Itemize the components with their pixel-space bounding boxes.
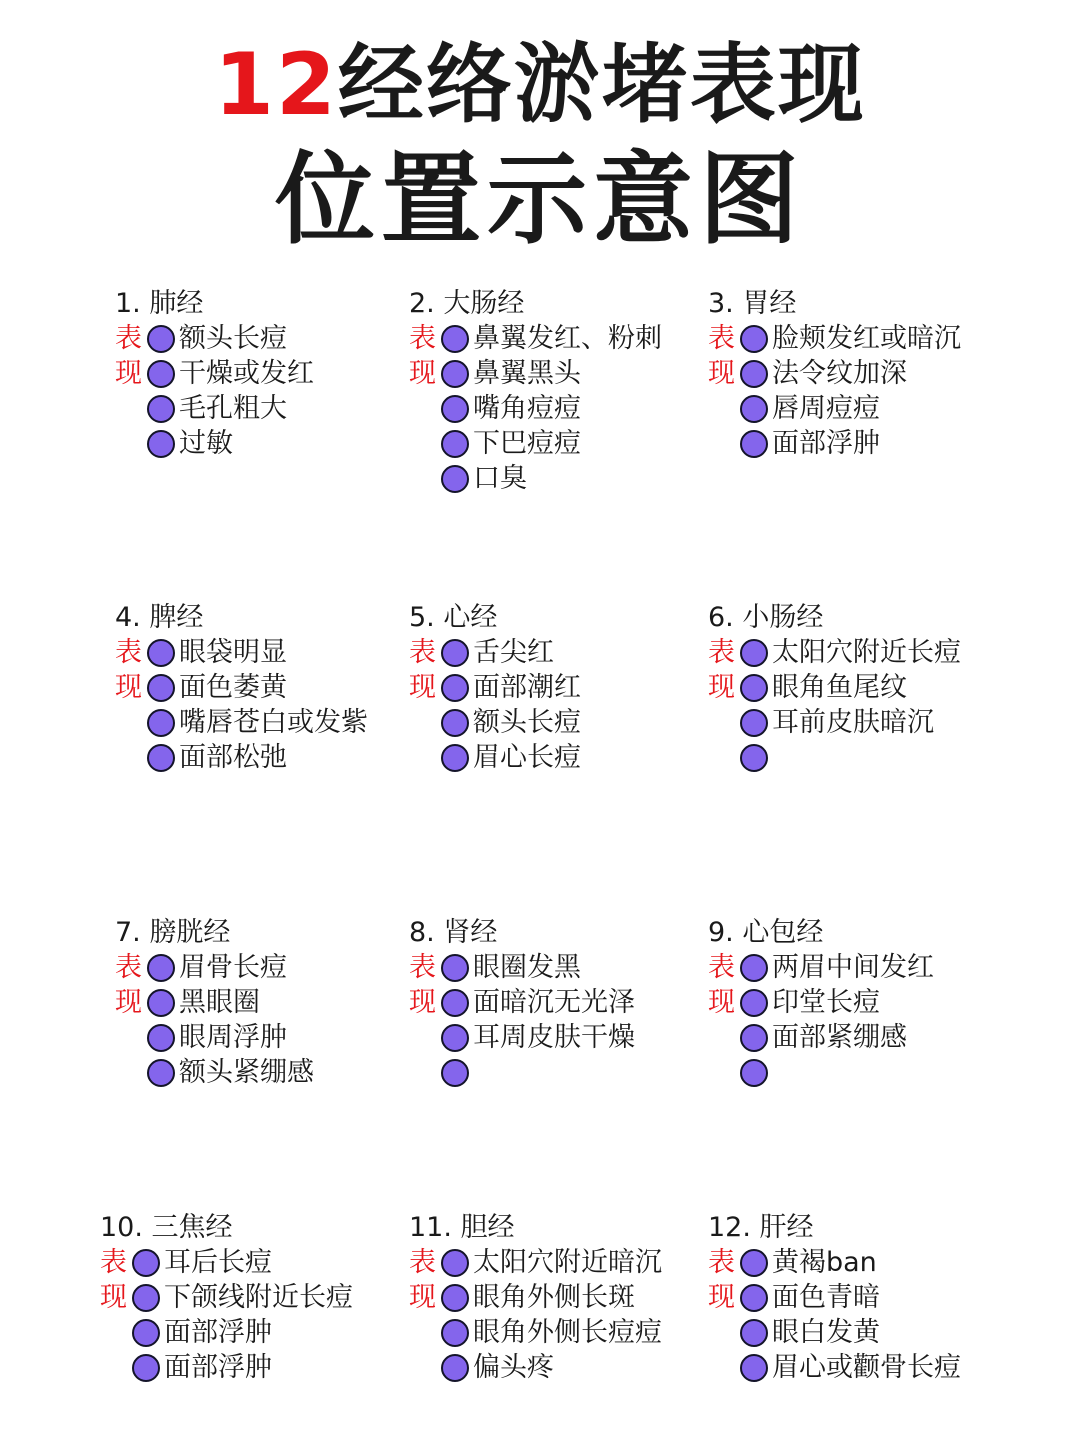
symptom-row <box>115 1055 314 1090</box>
bullet-dot-icon <box>441 465 469 493</box>
symptom-row <box>409 1055 635 1090</box>
symptom-text: 眼圈发黑 <box>473 952 581 983</box>
symptom-row <box>708 740 961 775</box>
row-tag: 表 <box>100 1247 127 1278</box>
symptom-row <box>409 1245 662 1280</box>
row-tag: 现 <box>409 358 436 389</box>
bullet-dot-icon <box>147 989 175 1017</box>
bullet-dot-icon <box>441 1354 469 1382</box>
symptom-text: 面暗沉无光泽 <box>473 987 635 1018</box>
symptom-text: 眉心或颧骨长痘 <box>772 1352 961 1383</box>
meridian-section-3 <box>708 286 961 461</box>
row-tag: 现 <box>409 672 436 703</box>
symptom-text: 毛孔粗大 <box>179 393 287 424</box>
title-text: 经络淤堵表现 <box>337 35 866 135</box>
bullet-dot-icon <box>147 674 175 702</box>
bullet-dot-icon <box>740 1284 768 1312</box>
bullet-dot-icon <box>441 1024 469 1052</box>
symptom-text: 下巴痘痘 <box>473 428 581 459</box>
symptom-text: 两眉中间发红 <box>772 952 934 983</box>
bullet-dot-icon <box>441 1319 469 1347</box>
row-tag: 表 <box>708 323 735 354</box>
symptom-text: 耳后长痘 <box>164 1247 272 1278</box>
bullet-dot-icon <box>132 1319 160 1347</box>
symptom-text: 眼周浮肿 <box>179 1022 287 1053</box>
symptom-text: 脸颊发红或暗沉 <box>772 323 961 354</box>
section-heading: 4. 脾经 <box>115 602 204 633</box>
bullet-dot-icon <box>740 639 768 667</box>
symptom-row <box>708 1055 934 1090</box>
symptom-text: 法令纹加深 <box>772 358 907 389</box>
symptom-row <box>708 1245 961 1280</box>
section-heading: 7. 膀胱经 <box>115 917 231 948</box>
row-tag: 现 <box>708 358 735 389</box>
symptom-row <box>409 985 635 1020</box>
symptom-row <box>100 1315 353 1350</box>
row-tag: 表 <box>409 952 436 983</box>
row-tag: 现 <box>708 1282 735 1313</box>
symptom-row <box>115 391 314 426</box>
bullet-dot-icon <box>441 325 469 353</box>
row-tag: 现 <box>115 358 142 389</box>
row-tag: 现 <box>100 1282 127 1313</box>
bullet-dot-icon <box>441 709 469 737</box>
symptom-text: 面部潮红 <box>473 672 581 703</box>
bullet-dot-icon <box>441 989 469 1017</box>
bullet-dot-icon <box>740 744 768 772</box>
section-heading: 8. 肾经 <box>409 917 498 948</box>
symptom-text: 印堂长痘 <box>772 987 880 1018</box>
bullet-dot-icon <box>441 1284 469 1312</box>
section-heading: 11. 胆经 <box>409 1212 515 1243</box>
bullet-dot-icon <box>132 1249 160 1277</box>
bullet-dot-icon <box>740 1354 768 1382</box>
section-heading: 12. 肝经 <box>708 1212 814 1243</box>
symptom-text: 额头长痘 <box>473 707 581 738</box>
bullet-dot-icon <box>441 1059 469 1087</box>
bullet-dot-icon <box>147 325 175 353</box>
row-tag: 现 <box>409 987 436 1018</box>
bullet-dot-icon <box>740 430 768 458</box>
meridian-section-1 <box>115 286 314 461</box>
row-tag: 表 <box>115 323 142 354</box>
section-heading: 9. 心包经 <box>708 917 824 948</box>
row-tag: 表 <box>115 637 142 668</box>
symptom-row <box>708 635 961 670</box>
section-heading: 2. 大肠经 <box>409 288 525 319</box>
symptom-text: 过敏 <box>179 428 233 459</box>
symptom-row <box>409 705 581 740</box>
bullet-dot-icon <box>740 325 768 353</box>
symptom-row <box>708 1350 961 1385</box>
symptom-text: 唇周痘痘 <box>772 393 880 424</box>
row-tag: 现 <box>708 987 735 1018</box>
symptom-row <box>409 461 662 496</box>
symptom-row <box>708 391 961 426</box>
bullet-dot-icon <box>147 744 175 772</box>
symptom-text: 额头长痘 <box>179 323 287 354</box>
bullet-dot-icon <box>740 1319 768 1347</box>
symptom-row <box>115 670 368 705</box>
symptom-row <box>115 705 368 740</box>
symptom-text: 干燥或发红 <box>179 358 314 389</box>
bullet-dot-icon <box>147 430 175 458</box>
section-heading: 1. 肺经 <box>115 288 204 319</box>
bullet-dot-icon <box>740 1059 768 1087</box>
symptom-row <box>708 705 961 740</box>
bullet-dot-icon <box>740 1249 768 1277</box>
symptom-row <box>409 950 635 985</box>
bullet-dot-icon <box>441 954 469 982</box>
symptom-text: 嘴角痘痘 <box>473 393 581 424</box>
row-tag: 表 <box>409 1247 436 1278</box>
symptom-text: 黑眼圈 <box>179 987 260 1018</box>
symptom-text: 眼角外侧长斑 <box>473 1282 635 1313</box>
symptom-row <box>115 635 368 670</box>
symptom-text: 鼻翼发红、粉刺 <box>473 323 662 354</box>
row-tag: 现 <box>115 672 142 703</box>
symptom-row <box>708 985 934 1020</box>
symptom-text: 面部浮肿 <box>772 428 880 459</box>
meridian-section-7 <box>115 915 314 1090</box>
bullet-dot-icon <box>441 639 469 667</box>
symptom-row <box>708 1020 934 1055</box>
meridian-section-11 <box>409 1210 662 1385</box>
symptom-text: 面部紧绷感 <box>772 1022 907 1053</box>
bullet-dot-icon <box>132 1284 160 1312</box>
symptom-text: 眉骨长痘 <box>179 952 287 983</box>
bullet-dot-icon <box>147 709 175 737</box>
symptom-text: 口臭 <box>473 463 527 494</box>
symptom-row <box>115 985 314 1020</box>
row-tag: 现 <box>115 987 142 1018</box>
row-tag: 现 <box>708 672 735 703</box>
symptom-row <box>100 1280 353 1315</box>
section-heading: 3. 胃经 <box>708 288 797 319</box>
symptom-text: 眉心长痘 <box>473 742 581 773</box>
bullet-dot-icon <box>441 1249 469 1277</box>
bullet-dot-icon <box>740 1024 768 1052</box>
symptom-text: 面色青暗 <box>772 1282 880 1313</box>
symptom-row <box>115 950 314 985</box>
symptom-row <box>708 1280 961 1315</box>
symptom-text: 耳前皮肤暗沉 <box>772 707 934 738</box>
symptom-text: 舌尖红 <box>473 637 554 668</box>
symptom-row <box>409 1280 662 1315</box>
symptom-text: 眼袋明显 <box>179 637 287 668</box>
meridian-section-8 <box>409 915 635 1090</box>
symptom-row <box>708 950 934 985</box>
bullet-dot-icon <box>147 954 175 982</box>
bullet-dot-icon <box>740 360 768 388</box>
bullet-dot-icon <box>441 430 469 458</box>
title-number: 12 <box>214 35 338 135</box>
symptom-row <box>409 1020 635 1055</box>
symptom-row <box>409 321 662 356</box>
row-tag: 表 <box>708 1247 735 1278</box>
symptom-text: 嘴唇苍白或发紫 <box>179 707 368 738</box>
symptom-row <box>409 670 581 705</box>
bullet-dot-icon <box>147 360 175 388</box>
meridian-section-9 <box>708 915 934 1090</box>
bullet-dot-icon <box>147 1059 175 1087</box>
symptom-row <box>708 1315 961 1350</box>
bullet-dot-icon <box>441 395 469 423</box>
bullet-dot-icon <box>441 674 469 702</box>
symptom-text: 眼白发黄 <box>772 1317 880 1348</box>
row-tag: 表 <box>409 637 436 668</box>
section-heading: 6. 小肠经 <box>708 602 824 633</box>
symptom-row <box>100 1245 353 1280</box>
bullet-dot-icon <box>740 989 768 1017</box>
row-tag: 表 <box>115 952 142 983</box>
row-tag: 表 <box>708 952 735 983</box>
row-tag: 表 <box>409 323 436 354</box>
symptom-row <box>409 635 581 670</box>
meridian-section-10 <box>100 1210 353 1385</box>
title-line-2: 位置示意图 <box>275 141 805 258</box>
symptom-text: 太阳穴附近暗沉 <box>473 1247 662 1278</box>
bullet-dot-icon <box>147 395 175 423</box>
bullet-dot-icon <box>740 954 768 982</box>
symptom-row <box>708 356 961 391</box>
bullet-dot-icon <box>740 674 768 702</box>
symptom-row <box>409 1315 662 1350</box>
symptom-row <box>115 356 314 391</box>
bullet-dot-icon <box>740 395 768 423</box>
row-tag: 表 <box>708 637 735 668</box>
row-tag: 现 <box>409 1282 436 1313</box>
meridian-section-5 <box>409 600 581 775</box>
bullet-dot-icon <box>441 744 469 772</box>
symptom-text: 面部浮肿 <box>164 1352 272 1383</box>
section-heading: 10. 三焦经 <box>100 1212 233 1243</box>
symptom-text: 偏头疼 <box>473 1352 554 1383</box>
symptom-row <box>409 426 662 461</box>
bullet-dot-icon <box>441 360 469 388</box>
symptom-text: 太阳穴附近长痘 <box>772 637 961 668</box>
symptom-row <box>708 426 961 461</box>
symptom-row <box>409 356 662 391</box>
meridian-section-4 <box>115 600 368 775</box>
symptom-text: 眼角外侧长痘痘 <box>473 1317 662 1348</box>
bullet-dot-icon <box>740 709 768 737</box>
symptom-text: 面部松弛 <box>179 742 287 773</box>
symptom-text: 鼻翼黑头 <box>473 358 581 389</box>
symptom-text: 黄褐ban <box>772 1247 877 1278</box>
bullet-dot-icon <box>132 1354 160 1382</box>
symptom-row <box>409 740 581 775</box>
bullet-dot-icon <box>147 639 175 667</box>
symptom-row <box>115 1020 314 1055</box>
meridian-section-12 <box>708 1210 961 1385</box>
symptom-text: 耳周皮肤干燥 <box>473 1022 635 1053</box>
symptom-text: 眼角鱼尾纹 <box>772 672 907 703</box>
symptom-row <box>409 1350 662 1385</box>
symptom-text: 面部浮肿 <box>164 1317 272 1348</box>
symptom-row <box>409 391 662 426</box>
meridian-section-2 <box>409 286 662 496</box>
title-line-1 <box>0 35 1080 135</box>
symptom-text: 额头紧绷感 <box>179 1057 314 1088</box>
meridian-section-6 <box>708 600 961 775</box>
symptom-row <box>115 426 314 461</box>
symptom-text: 面色萎黄 <box>179 672 287 703</box>
section-heading: 5. 心经 <box>409 602 498 633</box>
symptom-row <box>115 740 368 775</box>
symptom-row <box>708 670 961 705</box>
bullet-dot-icon <box>147 1024 175 1052</box>
symptom-row <box>708 321 961 356</box>
symptom-row <box>100 1350 353 1385</box>
symptom-row <box>115 321 314 356</box>
symptom-text: 下颌线附近长痘 <box>164 1282 353 1313</box>
